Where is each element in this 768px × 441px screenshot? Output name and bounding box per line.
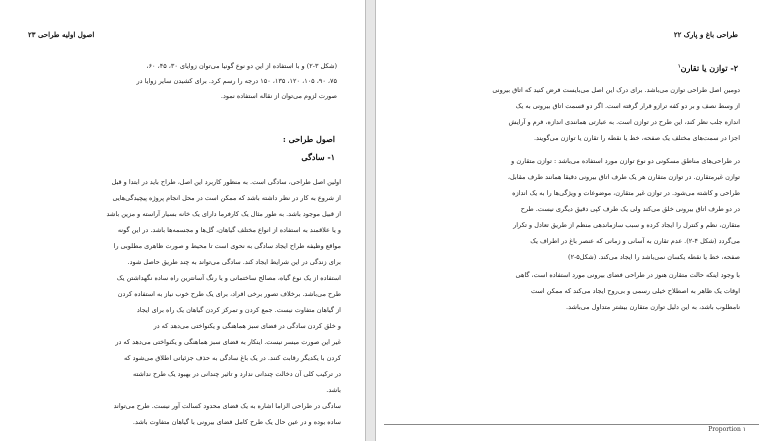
footnote-divider [384, 424, 759, 425]
body-line: کردن با یکدیگر رقابت کنند. در یک باغ سادگی به حذف جزئیاتی اطلاق می‌شود که [123, 354, 341, 362]
body-line: طرح می‌باشد. برخلاف تصور برخی افراد، برای یک طرح خوب نیاز به استفاده کردن [117, 290, 341, 298]
right-page [375, 0, 768, 441]
body-line: توازن غیرمتقارن. در توازن متقارن هر یک طرف اتاق بیرونی دقیقا همانند طرف مقابل، [507, 173, 740, 181]
footnote-text: Proportion ۱ [708, 426, 746, 433]
body-line: ساده بوده و در عین حال یک طرح کامل فضای بیرونی با گیاهان متفاوت باشد. [132, 418, 341, 426]
body-line: غیر این صورت میسر نیست. اینکار به فضای سبز هماهنگی و یکنواختی می‌دهد که در [115, 338, 341, 346]
body-line: و یا علاقمند به استفاده از انواع مختلف گیاهان، گل‌ها و مجسمه‌ها باشد. در این گونه [117, 226, 341, 234]
body-line: سادگی در طراحی الزاما اشاره به یک فضای محدود کسالت آور نیست. طرح می‌تواند [113, 402, 341, 410]
body-line: متقارن، نظم و کنترل را ایجاد کرده و سبب سازماندهی منظم از طریق تعادل و تکرار [513, 221, 740, 229]
footnote-marker: ۱ [677, 63, 681, 70]
left-page [0, 0, 366, 441]
right-page-header: ۲۲ طراحی باغ و پارک [673, 30, 738, 39]
intro-line: (شکل ۳-۲) و با استفاده از این دو نوع گونیا می‌توان زوایای ۳۰، ۴۵، ۶۰، [146, 62, 337, 70]
body-line: برای زندگی در این شرایط ایجاد کند. سادگی می‌تواند به چند طریق حاصل شود. [127, 258, 341, 266]
body-line: استفاده از یک نوع گیاه، مصالح ساختمانی و یا رنگ آسانترین راه ساده نگهداشتن یک [116, 274, 341, 282]
body-line: و خلق کردن سادگی در فضای سبز هماهنگی و یکنواختی می‌دهد که در [153, 322, 341, 330]
body-line: از قبیل موجود باشد. به طور مثال یک کارفرما دارای یک خانه بسیار آراسته و مزین باشد [106, 210, 341, 218]
body-line: مواقع وظیفه طراح ایجاد سادگی به نحوی است تا محیط و صورت ظاهری مطلوبی را [113, 242, 341, 250]
body-line: اندازه جلب نظر کند، این طرح در توازن است. به عبارتی همانندی اندازه، فرم و آرایش [508, 118, 740, 126]
body-line: از وسط نصف و بر دو کفه ترازو قرار گرفته است. اگر دو قسمت اتاق بیرونی به یک [515, 102, 740, 110]
body-line: باشد. [326, 386, 341, 394]
body-line: می‌گردد (شکل ۴-۲). عدم تقارن به آسانی و زمانی که عنصر باغ در اطراف یک [530, 237, 740, 245]
intro-line: صورت لزوم می‌توان از نقاله استفاده نمود. [220, 92, 337, 100]
body-line: اولین اصل طراحی، سادگی است. به منظور کاربرد این اصل، طراح باید در ابتدا و قبل [111, 178, 341, 186]
body-line: نامطلوب باشد، به این دلیل توازن متقارن بیشتر متداول می‌باشد. [566, 303, 740, 311]
body-line: در دو طرف اتاق بیرونی خلق می‌کند ولی یک طرف کپی دقیق دیگری نیست. طرح [520, 205, 740, 213]
right-section-heading-text: ۲- توازن یا تقارن [680, 63, 738, 73]
body-line: از گیاهان متفاوت نیست. جمع کردن و تمرکز کردن گیاهان یک راه برای ایجاد [136, 306, 341, 314]
body-line: دومین اصل طراحی توازن می‌باشد. برای درک این اصل می‌بایست فرض کنید که اتاق بیرونی [492, 86, 740, 94]
body-line: از شروع به کار در نظر داشته باشد که ممکن است در محل انجام پروژه پیچیدگی‌هایی [112, 194, 341, 202]
body-line: طراحی و کاشته می‌شود. در توازن غیر متقارن، موضوعات و ویژگی‌ها را به یک اندازه [512, 189, 740, 197]
section-heading: اصول طراحی : [282, 134, 335, 144]
right-section-heading [678, 63, 738, 73]
body-line: در طراحی‌های مناطق مسکونی دو نوع توازن مورد استفاده می‌باشد : توازن متقارن و [511, 157, 740, 165]
body-line: اجزا در سمت‌های مختلف یک صفحه، خط یا نقطه را تقارن یا توازن می‌گویند. [533, 134, 740, 142]
body-line: با وجود اینکه حالت متقارن هنوز در طراحی فضای بیرونی مورد استفاده است، گاهی [515, 271, 740, 279]
subsection-heading: ۱- سادگی [301, 152, 335, 162]
body-line: اوقات یک ظاهر به اصطلاح خیلی رسمی و بی‌روح ایجاد می‌کند که ممکن است [530, 287, 740, 295]
body-line: در ترکیب کلی آن دخالت چندانی ندارد و تاثیر چندانی در بهبود یک طرح نداشته [132, 370, 341, 378]
intro-line: ۷۵، ۹۰، ۱۰۵، ۱۲۰، ۱۳۵، ۱۵۰ درجه را رسم کرد. برای کشیدن سایر زوایا در [136, 77, 337, 85]
body-line: صفحه، خط یا نقطه یکسان نمی‌باشد را ایجاد می‌کند. (شکل۵-۲) [568, 253, 740, 261]
left-page-header: اصول اولیه طراحی ۲۳ [28, 30, 95, 39]
